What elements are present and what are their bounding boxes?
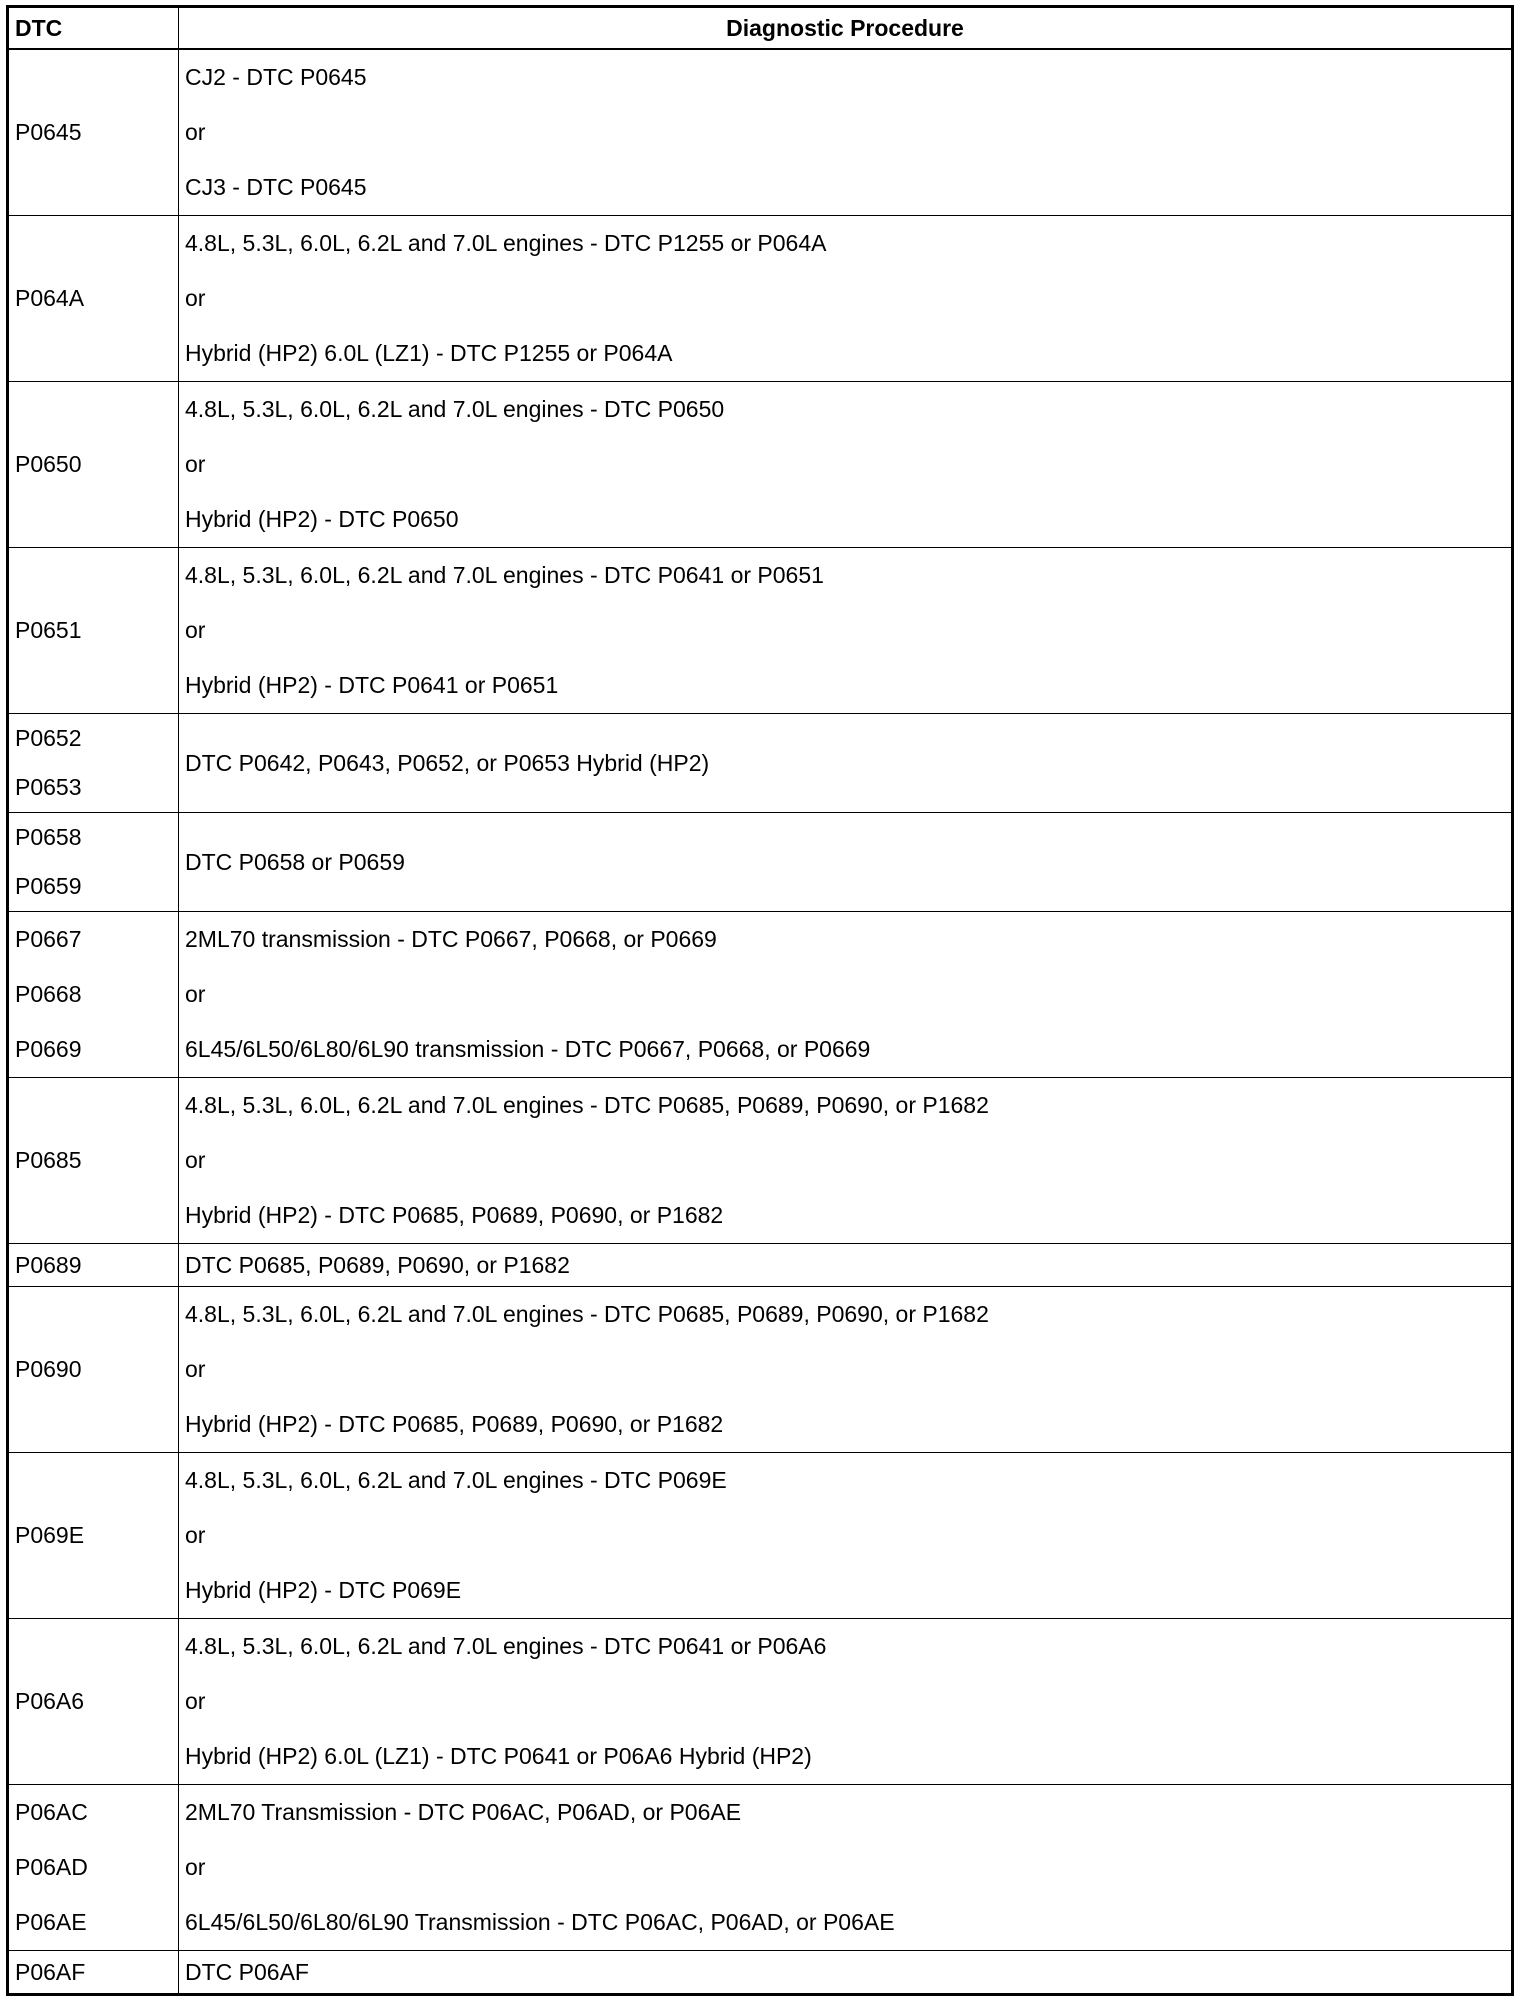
dtc-table — [6, 5, 1514, 1996]
procedure-cell — [179, 1619, 1513, 1785]
procedure-line: Hybrid (HP2) - DTC P0685, P0689, P0690, or P1682 — [185, 1202, 724, 1228]
table-row — [8, 912, 1513, 1078]
dtc-code: P0668 — [15, 981, 82, 1007]
dtc-code: P0651 — [15, 617, 82, 643]
procedure-cell — [179, 1785, 1513, 1951]
table-row — [8, 1785, 1513, 1951]
column-header-dtc: DTC — [8, 7, 179, 50]
dtc-cell — [8, 1078, 179, 1244]
procedure-line: Hybrid (HP2) - DTC P0685, P0689, P0690, or P1682 — [185, 1411, 724, 1437]
dtc-code: P06AE — [15, 1909, 87, 1935]
table-row — [8, 49, 1513, 216]
procedure-cell — [179, 548, 1513, 714]
dtc-cell — [8, 548, 179, 714]
procedure-cell — [179, 1244, 1513, 1287]
procedure-cell — [179, 714, 1513, 813]
dtc-cell — [8, 1619, 179, 1785]
procedure-line: 4.8L, 5.3L, 6.0L, 6.2L and 7.0L engines - DTC P0641 or P0651 — [185, 562, 824, 588]
dtc-cell — [8, 912, 179, 1078]
dtc-cell — [8, 49, 179, 216]
dtc-cell — [8, 714, 179, 813]
dtc-cell — [8, 1785, 179, 1951]
dtc-code: P0669 — [15, 1036, 82, 1062]
table-row — [8, 1619, 1513, 1785]
procedure-cell — [179, 1453, 1513, 1619]
dtc-code: P06A6 — [15, 1688, 85, 1714]
dtc-cell — [8, 216, 179, 382]
procedure-line: 2ML70 Transmission - DTC P06AC, P06AD, or P06AE — [185, 1799, 742, 1825]
dtc-code: P064A — [15, 285, 85, 311]
dtc-cell — [8, 813, 179, 912]
procedure-line: or — [185, 285, 206, 311]
procedure-line: 6L45/6L50/6L80/6L90 transmission - DTC P0667, P0668, or P0669 — [185, 1036, 871, 1062]
table-row — [8, 1453, 1513, 1619]
column-header-procedure: Diagnostic Procedure — [179, 7, 1513, 50]
table-row — [8, 1951, 1513, 1995]
table-row — [8, 216, 1513, 382]
procedure-line: or — [185, 1854, 206, 1880]
dtc-cell — [8, 1287, 179, 1453]
procedure-line: DTC P0658 or P0659 — [185, 848, 405, 875]
dtc-code: P0689 — [15, 1252, 82, 1278]
procedure-cell — [179, 1951, 1513, 1995]
procedure-line: DTC P0642, P0643, P0652, or P0653 Hybrid (HP2) — [185, 749, 710, 776]
dtc-cell — [8, 382, 179, 548]
dtc-code: P0650 — [15, 451, 82, 477]
table-row — [8, 1244, 1513, 1287]
procedure-cell — [179, 813, 1513, 912]
table-row — [8, 1078, 1513, 1244]
procedure-line: or — [185, 1356, 206, 1382]
procedure-cell — [179, 49, 1513, 216]
procedure-line: 4.8L, 5.3L, 6.0L, 6.2L and 7.0L engines - DTC P0641 or P06A6 — [185, 1633, 827, 1659]
procedure-line: or — [185, 1688, 206, 1714]
dtc-code: P0658 — [15, 824, 82, 850]
procedure-line: or — [185, 451, 206, 477]
procedure-line: 6L45/6L50/6L80/6L90 Transmission - DTC P06AC, P06AD, or P06AE — [185, 1909, 895, 1935]
procedure-line: Hybrid (HP2) - DTC P069E — [185, 1577, 462, 1603]
procedure-cell — [179, 216, 1513, 382]
procedure-line: Hybrid (HP2) - DTC P0650 — [185, 506, 459, 532]
dtc-code: P06AD — [15, 1854, 88, 1880]
table-row — [8, 548, 1513, 714]
dtc-code: P0652 — [15, 725, 82, 751]
dtc-cell — [8, 1244, 179, 1287]
procedure-line: Hybrid (HP2) 6.0L (LZ1) - DTC P1255 or P064A — [185, 340, 673, 366]
procedure-line: DTC P06AF — [185, 1959, 309, 1985]
dtc-code: P0653 — [15, 774, 82, 800]
table-row — [8, 382, 1513, 548]
table-row — [8, 1287, 1513, 1453]
dtc-code: P0685 — [15, 1147, 82, 1173]
procedure-cell — [179, 912, 1513, 1078]
procedure-line: or — [185, 981, 206, 1007]
dtc-code: P06AC — [15, 1799, 88, 1825]
dtc-code: P069E — [15, 1522, 85, 1548]
procedure-line: 4.8L, 5.3L, 6.0L, 6.2L and 7.0L engines - DTC P069E — [185, 1467, 727, 1493]
dtc-cell — [8, 1951, 179, 1995]
procedure-cell — [179, 1078, 1513, 1244]
table-row — [8, 813, 1513, 912]
dtc-code: P0659 — [15, 873, 82, 899]
dtc-code: P0645 — [15, 119, 82, 145]
procedure-line: 4.8L, 5.3L, 6.0L, 6.2L and 7.0L engines - DTC P0685, P0689, P0690, or P1682 — [185, 1301, 989, 1327]
procedure-cell — [179, 1287, 1513, 1453]
dtc-cell — [8, 1453, 179, 1619]
procedure-line: 2ML70 transmission - DTC P0667, P0668, or P0669 — [185, 926, 717, 952]
procedure-line: CJ2 - DTC P0645 — [185, 64, 367, 90]
procedure-line: 4.8L, 5.3L, 6.0L, 6.2L and 7.0L engines - DTC P0650 — [185, 396, 725, 422]
procedure-line: Hybrid (HP2) - DTC P0641 or P0651 — [185, 672, 559, 698]
procedure-line: or — [185, 119, 206, 145]
procedure-line: or — [185, 1522, 206, 1548]
procedure-line: 4.8L, 5.3L, 6.0L, 6.2L and 7.0L engines - DTC P0685, P0689, P0690, or P1682 — [185, 1092, 989, 1118]
dtc-code: P06AF — [15, 1959, 86, 1985]
procedure-line: or — [185, 617, 206, 643]
header-row — [8, 7, 1513, 50]
table-body — [8, 49, 1513, 1995]
procedure-line: Hybrid (HP2) 6.0L (LZ1) - DTC P0641 or P06A6 Hybrid (HP2) — [185, 1743, 812, 1769]
table-row — [8, 714, 1513, 813]
procedure-line: 4.8L, 5.3L, 6.0L, 6.2L and 7.0L engines - DTC P1255 or P064A — [185, 230, 827, 256]
procedure-line: CJ3 - DTC P0645 — [185, 174, 367, 200]
dtc-code: P0667 — [15, 926, 82, 952]
procedure-line: or — [185, 1147, 206, 1173]
procedure-line: DTC P0685, P0689, P0690, or P1682 — [185, 1252, 570, 1278]
procedure-cell — [179, 382, 1513, 548]
dtc-code: P0690 — [15, 1356, 82, 1382]
